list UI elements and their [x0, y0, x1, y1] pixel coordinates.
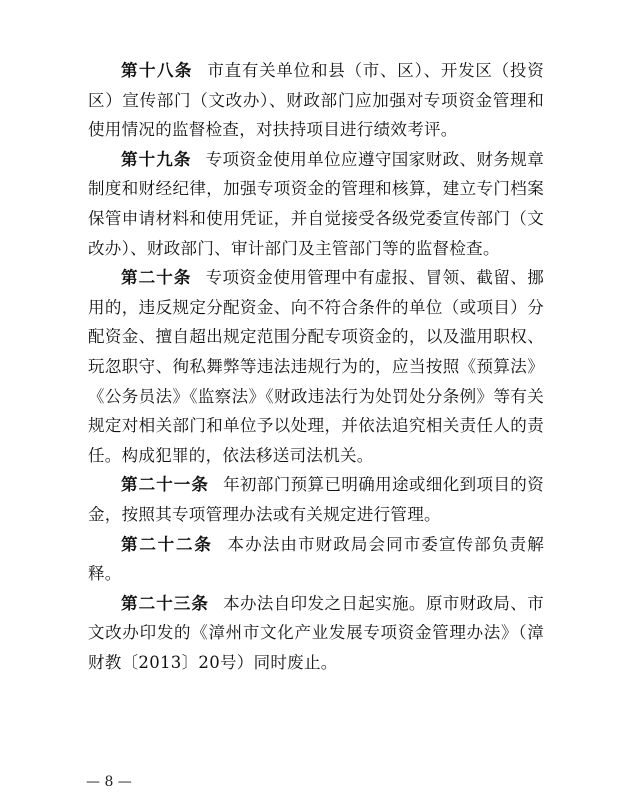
article-text: 年初部门预算已明确用途或细化到项目的资金，按照其专项管理办法或有关规定进行管理。 [88, 475, 545, 524]
article-number: 第十八条 [121, 61, 193, 80]
article-text: 专项资金使用单位应遵守国家财政、财务规章制度和财经纪律，加强专项资金的管理和核算，建立专门档案保管申请材料和使用凭证，并自觉接受各级党委宣传部门（文改办）、财政部门、审计部门及主管部门等的监督检查。 [88, 149, 544, 258]
page-number: — 8 — [86, 774, 132, 790]
document-body [88, 56, 544, 677]
article-22 [88, 530, 544, 589]
article-19 [88, 145, 544, 263]
article-18 [88, 56, 544, 145]
article-21 [88, 470, 544, 529]
article-number: 第二十一条 [121, 475, 209, 495]
article-number: 第二十三条 [121, 593, 209, 613]
article-23 [88, 589, 544, 678]
article-number: 第二十二条 [121, 534, 213, 554]
article-text: 本办法由市财政局会同市委宣传部负责解释。 [88, 534, 544, 584]
article-20 [88, 263, 544, 470]
article-number: 第二十条 [121, 268, 192, 288]
article-text: 本办法自印发之日起实施。原市财政局、市文改办印发的《漳州市文化产业发展专项资金管理办法》（漳财教〔2013〕20号）同时废止。 [88, 593, 545, 672]
article-text: 专项资金使用管理中有虚报、冒领、截留、挪用的，违反规定分配资金、向不符合条件的单位（或项目）分配资金、擅自超出规定范围分配专项资金的，以及滥用职权、玩忽职守、徇私舞弊等违法违规行为的，应当按照《预算法》《公务员法》《监察法》《财政违法行为处罚处分条例》等有关规定对相关部门和单位予以处理，并依法追究相关责任人的责任。构成犯罪的，依法移送司法机关。 [88, 268, 544, 465]
article-text: 市直有关单位和县（市、区）、开发区（投资区）宣传部门（文改办）、财政部门应加强对专项资金管理和使用情况的监督检查，对扶持项目进行绩效考评。 [88, 61, 544, 140]
article-number: 第十九条 [121, 149, 192, 169]
